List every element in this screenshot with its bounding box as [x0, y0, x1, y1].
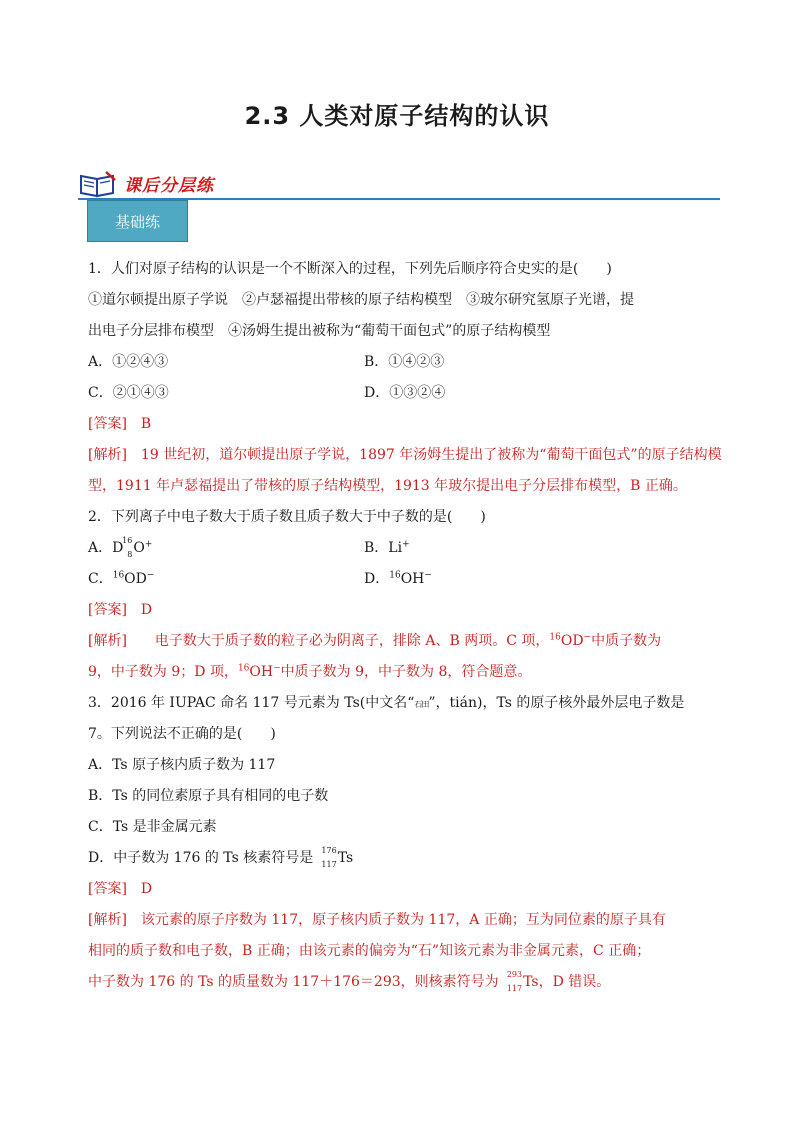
q1-items-line1: ①道尔顿提出原子学说 ②卢瑟福提出带核的原子结构模型 ③玻尔研究氢原子光谱，提 [88, 292, 634, 308]
q2-analysis-line2: 9，中子数为 9；D 项，$^{16}$OH−中质子数为 9，中子数为 8，符合题意。 [88, 663, 532, 680]
q2-analysis-line1: [解析] 电子数大于质子数的粒子必为阴离子，排除 A、B 两项。C 项，$^{16}$OD−中质子数为 [88, 632, 662, 649]
q3-analysis-line2: 相同的质子数和电子数，B 正确；由该元素的偏旁为“石”知该元素为非金属元素，C 正确； [88, 943, 651, 959]
q3-option-b: B．Ts 的同位素原子具有相同的电子数 [88, 788, 329, 804]
q1-option-c: C．②①④③ [88, 385, 169, 401]
q3-stem-line2: 7。下列说法不正确的是( ) [88, 726, 276, 742]
q2-option-d: D．$^{16}$OH− [364, 570, 432, 587]
q2-option-a: A．D 16 8 O+ [88, 536, 153, 559]
q1-answer: [答案] B [88, 416, 152, 432]
q2-option-b: B．Li+ [364, 539, 410, 556]
q2-options-row2 [88, 564, 728, 595]
q3-answer: [答案] D [88, 881, 153, 897]
q1-option-a: A．①②④③ [88, 354, 169, 370]
q2-options-row1 [88, 533, 728, 564]
q3-analysis-line1: [解析] 该元素的原子序数为 117，原子核内质子数为 117，A 正确；互为同位素的原子具有 [88, 912, 666, 928]
section-label: 课后分层练 [124, 176, 214, 196]
q3-option-d: D．中子数为 176 的 Ts 核素符号是 176 117 Ts [88, 846, 354, 869]
section-header [78, 168, 720, 200]
q1-stem: 1．人们对原子结构的认识是一个不断深入的过程，下列先后顺序符合史实的是( ) [88, 261, 612, 277]
q1-items-line2: 出电子分层排布模型 ④汤姆生提出被称为“葡萄干面包式”的原子结构模型 [88, 323, 551, 339]
q3-element-char: 石田 [414, 700, 429, 709]
level-badge: 基础练 [87, 200, 188, 242]
q1-analysis: [解析] 19 世纪初，道尔顿提出原子学说，1897 年汤姆生提出了被称为“葡萄干面包式”的原子结构模型，1911 年卢瑟福提出了带核的原子结构模型，1913 年玻尔提出电子分层排布模型，B 正确。 [88, 447, 722, 494]
q3-stem-line1: 3．2016 年 IUPAC 命名 117 号元素为 Ts(中文名“石田”，tián)，Ts 的原子核外最外层电子数是 [88, 695, 685, 711]
q3-option-c: C．Ts 是非金属元素 [88, 819, 217, 835]
q2-stem: 2．下列离子中电子数大于质子数且质子数大于中子数的是( ) [88, 509, 486, 525]
question-content [88, 254, 728, 998]
book-icon [78, 170, 118, 198]
q2-option-c: C．$^{16}$OD− [88, 570, 155, 587]
q1-options-row1 [88, 347, 728, 378]
q3-analysis-line3: 中子数为 176 的 Ts 的质量数为 117＋176＝293，则核素符号为 293 117 Ts，D 错误。 [88, 970, 611, 993]
q1-option-b: B．①④②③ [364, 354, 445, 370]
q3-option-a: A．Ts 原子核内质子数为 117 [88, 757, 276, 773]
q1-option-d: D．①③②④ [364, 385, 446, 401]
q1-options-row2 [88, 378, 728, 409]
page-title: 2.3 人类对原子结构的认识 [244, 102, 550, 130]
q2-answer: [答案] D [88, 602, 153, 618]
